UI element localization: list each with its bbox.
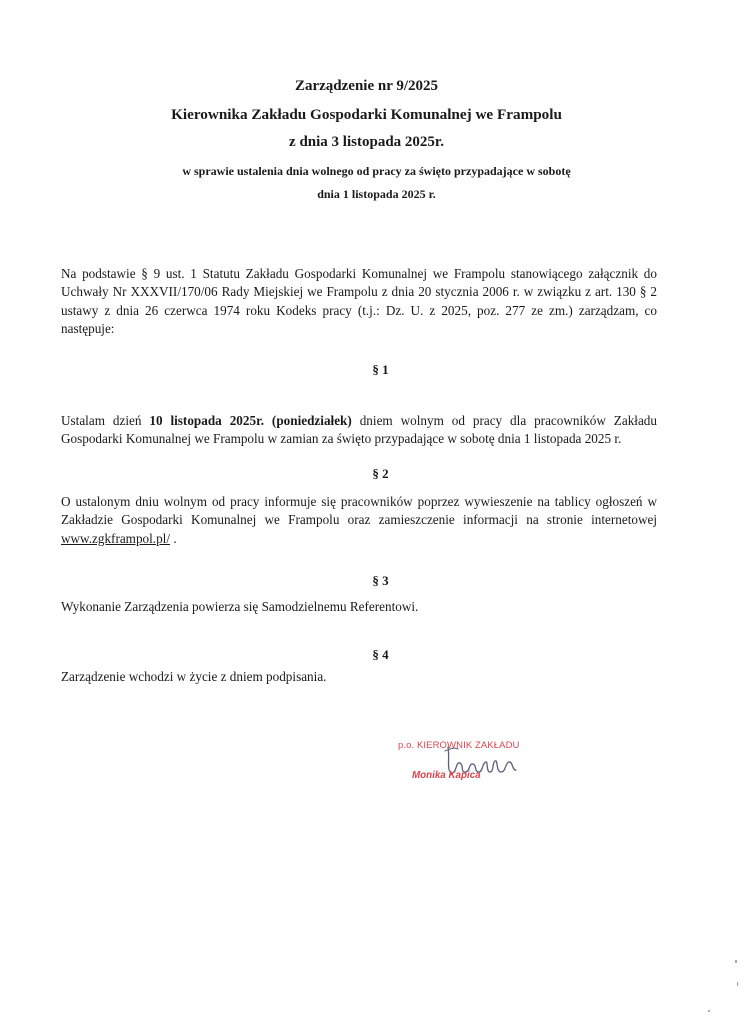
section-1-text: [61, 412, 657, 449]
stamp-role: p.o. KIEROWNIK ZAKŁADU: [398, 740, 520, 751]
section-4-text: Zarządzenie wchodzi w życie z dniem podpisania.: [61, 669, 327, 684]
document-subject-line-2: dnia 1 listopada 2025 r.: [317, 187, 436, 201]
section-3-text: Wykonanie Zarządzenia powierza się Samodzielnemu Referentowi.: [61, 599, 419, 614]
intro-paragraph: Na podstawie § 9 ust. 1 Statutu Zakładu Gospodarki Komunalnej we Frampolu stanowiącego załącznik do Uchwały Nr XXXVII/170/06 Rady Miejskiej we Frampolu z dnia 20 stycznia 2006 r. w związku z art. 130 § 2 ustawy z dnia 26 czerwca 1974 roku Kodeks pracy (t.j.: Dz. U. z 2025, poz. 277 ze zm.) zarządzam, co następuje:: [61, 266, 657, 336]
section-2-text-before: O ustalonym dniu wolnym od pracy informuje się pracowników poprzez wywieszenie na tablicy ogłoszeń w Zakładzie Gospodarki Komunalnej we Frampolu oraz zamieszczenie informacji na stronie internetowej: [61, 494, 657, 528]
section-4-sign: § 4: [372, 647, 389, 662]
section-1-text-before: Ustalam dzień: [61, 413, 150, 428]
stamp-name: Monika Kapica: [412, 770, 481, 781]
document-title: Zarządzenie nr 9/2025: [294, 78, 439, 94]
document-date: z dnia 3 listopada 2025r.: [289, 134, 444, 150]
scan-speck: [735, 960, 737, 963]
section-2-text: [61, 493, 657, 548]
document-issuer: Kierownika Zakładu Gospodarki Komunalnej we Frampolu: [171, 106, 562, 123]
scan-speck: [708, 1010, 710, 1012]
section-2-text-after: .: [170, 530, 177, 546]
document-subject-line-1: w sprawie ustalenia dnia wolnego od pracy za święto przypadające w sobotę: [182, 164, 571, 178]
section-1-sign: § 1: [372, 362, 389, 377]
signature-stamp: [382, 737, 532, 797]
section-3-sign: § 3: [372, 573, 389, 588]
scan-speck: [737, 982, 738, 986]
section-1-text-after: dniem wolnym od pracy dla pracowników Zakładu Gospodarki Komunalnej we Frampolu w zamian za święto przypadające w sobotę dnia 1 listopada 2025 r.: [61, 413, 657, 447]
section-1-bold-date: 10 listopada 2025r. (poniedziałek): [149, 413, 352, 428]
website-link[interactable]: www.zgkframpol.pl/: [61, 530, 171, 546]
section-2-sign: § 2: [372, 466, 389, 481]
